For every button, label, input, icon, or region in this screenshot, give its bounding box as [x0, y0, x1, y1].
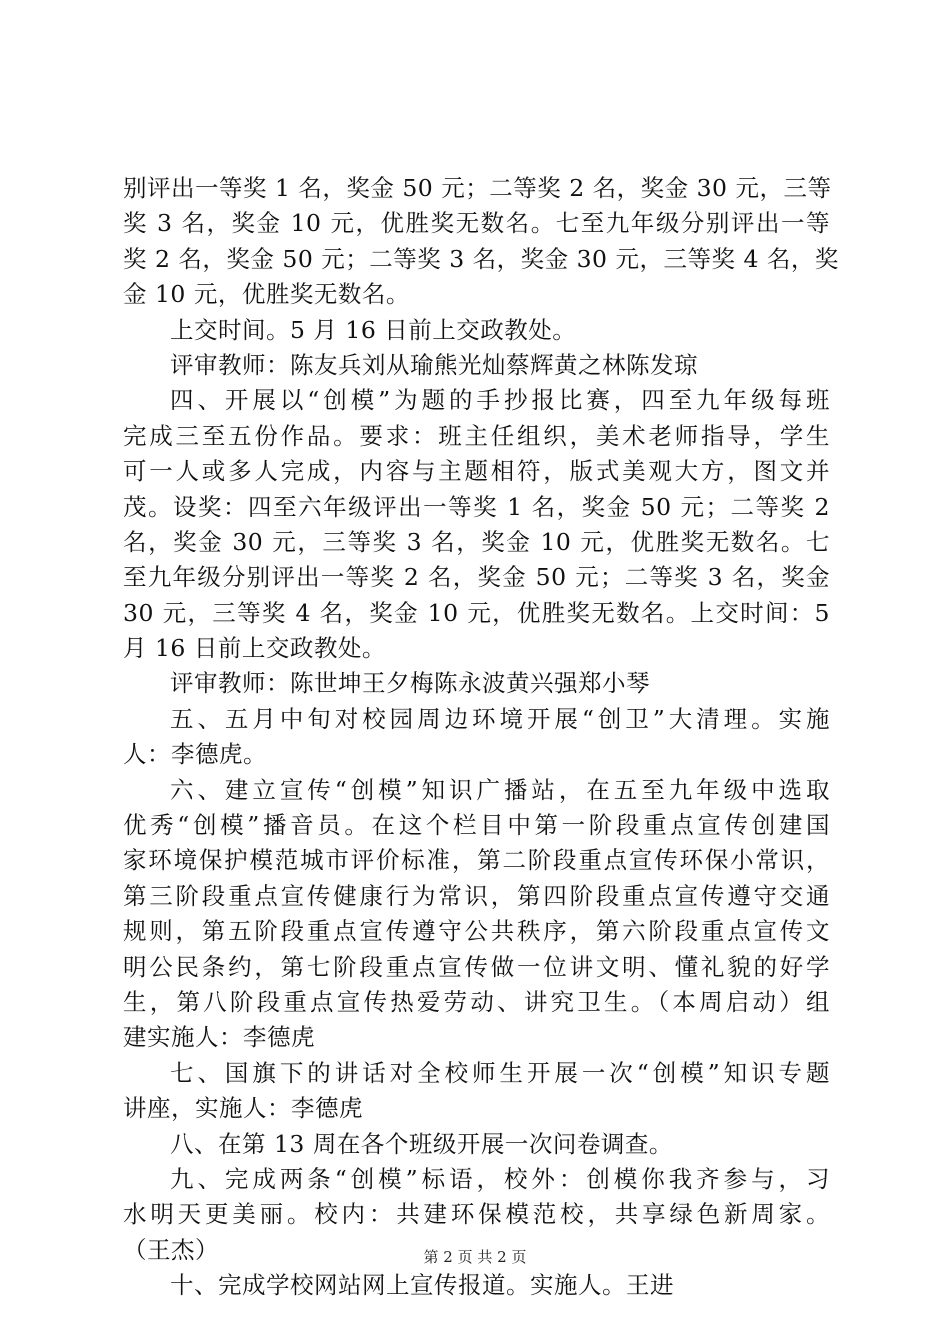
text-line: 可一人或多人完成，内容与主题相符，版式美观大方，图文并 — [123, 457, 830, 486]
text-line: （王杰） — [123, 1235, 219, 1264]
text-line: 建实施人：李德虎 — [123, 1023, 315, 1052]
text-line: 生，第八阶段重点宣传热爱劳动、讲究卫生。（本周启动）组 — [123, 987, 830, 1016]
document-body — [123, 171, 839, 1304]
text-line: 八、在第 13 周在各个班级开展一次问卷调查。 — [170, 1129, 673, 1158]
text-line: 家环境保护模范城市评价标准，第二阶段重点宣传环保小常识， — [123, 846, 830, 875]
text-line: 金 10 元，优胜奖无数名。 — [123, 280, 410, 309]
text-line: 十、完成学校网站网上宣传报道。实施人。王进 — [170, 1271, 674, 1300]
text-line: 六、建立宣传“创模”知识广播站，在五至九年级中选取 — [170, 775, 830, 804]
text-line: 别评出一等奖 1 名，奖金 50 元；二等奖 2 名，奖金 30 元，三等 — [123, 174, 832, 202]
page-number-footer: 第 2 页 共 2 页 — [423, 1248, 527, 1266]
text-line: 讲座，实施人：李德虎 — [123, 1094, 363, 1123]
text-line: 完成三至五份作品。要求：班主任组织，美术老师指导，学生 — [123, 421, 830, 450]
text-line: 评审教师：陈世坤王夕梅陈永波黄兴强郑小琴 — [170, 669, 650, 698]
text-line: 奖 3 名，奖金 10 元，优胜奖无数名。七至九年级分别评出一等 — [123, 209, 830, 238]
text-line: 评审教师：陈友兵刘从瑜熊光灿蔡辉黄之林陈发琼 — [170, 350, 698, 379]
text-line: 七、国旗下的讲话对全校师生开展一次“创模”知识专题 — [170, 1058, 830, 1087]
text-line: 茂。设奖：四至六年级评出一等奖 1 名，奖金 50 元；二等奖 2 — [123, 492, 830, 521]
text-line: 水明天更美丽。校内：共建环保模范校，共享绿色新周家。 — [123, 1200, 830, 1229]
text-line: 五、五月中旬对校园周边环境开展“创卫”大清理。实施 — [170, 704, 830, 733]
text-line: 优秀“创模”播音员。在这个栏目中第一阶段重点宣传创建国 — [123, 811, 830, 840]
text-line: 四、开展以“创模”为题的手抄报比赛，四至九年级每班 — [170, 386, 830, 415]
text-line: 明公民条约，第七阶段重点宣传做一位讲文明、懂礼貌的好学 — [123, 952, 830, 981]
text-line: 至九年级分别评出一等奖 2 名，奖金 50 元；二等奖 3 名，奖金 — [123, 563, 830, 592]
text-line: 30 元，三等奖 4 名，奖金 10 元，优胜奖无数名。上交时间：5 — [123, 598, 830, 627]
text-line: 奖 2 名，奖金 50 元；二等奖 3 名，奖金 30 元，三等奖 4 名，奖 — [123, 244, 839, 273]
text-line: 九、完成两条“创模”标语，校外：创模你我齐参与，习 — [170, 1164, 830, 1193]
text-line: 规则，第五阶段重点宣传遵守公共秩序，第六阶段重点宣传文 — [123, 917, 830, 946]
text-line: 月 16 日前上交政教处。 — [123, 634, 386, 663]
text-line: 人：李德虎。 — [123, 740, 267, 769]
text-line: 上交时间。5 月 16 日前上交政教处。 — [170, 315, 577, 344]
text-line: 名，奖金 30 元，三等奖 3 名，奖金 10 元，优胜奖无数名。七 — [123, 527, 830, 556]
text-line: 第三阶段重点宣传健康行为常识，第四阶段重点宣传遵守交通 — [123, 881, 830, 910]
